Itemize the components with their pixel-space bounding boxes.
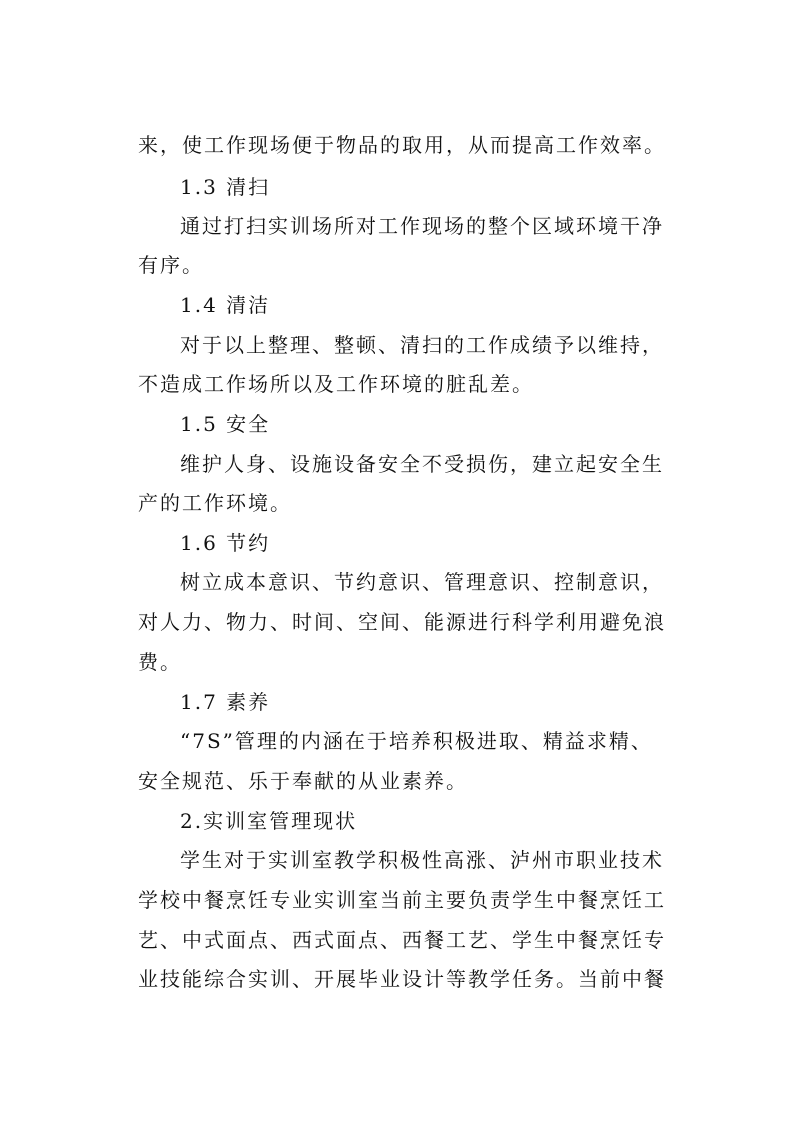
section-heading-1-7: 1.7 素养 bbox=[180, 690, 271, 714]
section-heading-2: 2.实训室管理现状 bbox=[180, 809, 358, 833]
paragraph-line: 不造成工作场所以及工作环境的脏乱差。 bbox=[138, 372, 534, 396]
paragraph-line: “7S”管理的内涵在于培养积极进取、精益求精、 bbox=[180, 729, 653, 753]
section-heading-1-3: 1.3 清扫 bbox=[180, 175, 271, 199]
paragraph-line: 对于以上整理、整顿、清扫的工作成绩予以维持， bbox=[180, 333, 664, 357]
paragraph-line: 产的工作环境。 bbox=[138, 491, 292, 515]
paragraph-line: 安全规范、乐于奉献的从业素养。 bbox=[138, 769, 468, 793]
paragraph-line: 对人力、物力、时间、空间、能源进行科学利用避免浪 bbox=[138, 610, 666, 634]
section-heading-1-5: 1.5 安全 bbox=[180, 412, 271, 436]
paragraph-line: 费。 bbox=[138, 650, 182, 674]
paragraph-line: 来，使工作现场便于物品的取用，从而提高工作效率。 bbox=[138, 133, 666, 157]
paragraph-line: 学校中餐烹饪专业实训室当前主要负责学生中餐烹饪工 bbox=[138, 888, 666, 912]
paragraph-line: 学生对于实训室教学积极性高涨、泸州市职业技术 bbox=[180, 848, 664, 872]
paragraph-line: 艺、中式面点、西式面点、西餐工艺、学生中餐烹饪专 bbox=[138, 928, 666, 952]
section-heading-1-4: 1.4 清洁 bbox=[180, 293, 271, 317]
paragraph-line: 有序。 bbox=[138, 253, 204, 277]
paragraph-line: 维护人身、设施设备安全不受损伤，建立起安全生 bbox=[180, 452, 664, 476]
section-heading-1-6: 1.6 节约 bbox=[180, 531, 271, 555]
paragraph-line: 通过打扫实训场所对工作现场的整个区域环境干净 bbox=[180, 214, 664, 238]
paragraph-line: 树立成本意识、节约意识、管理意识、控制意识， bbox=[180, 570, 664, 594]
paragraph-line: 业技能综合实训、开展毕业设计等教学任务。当前中餐 bbox=[138, 967, 666, 991]
